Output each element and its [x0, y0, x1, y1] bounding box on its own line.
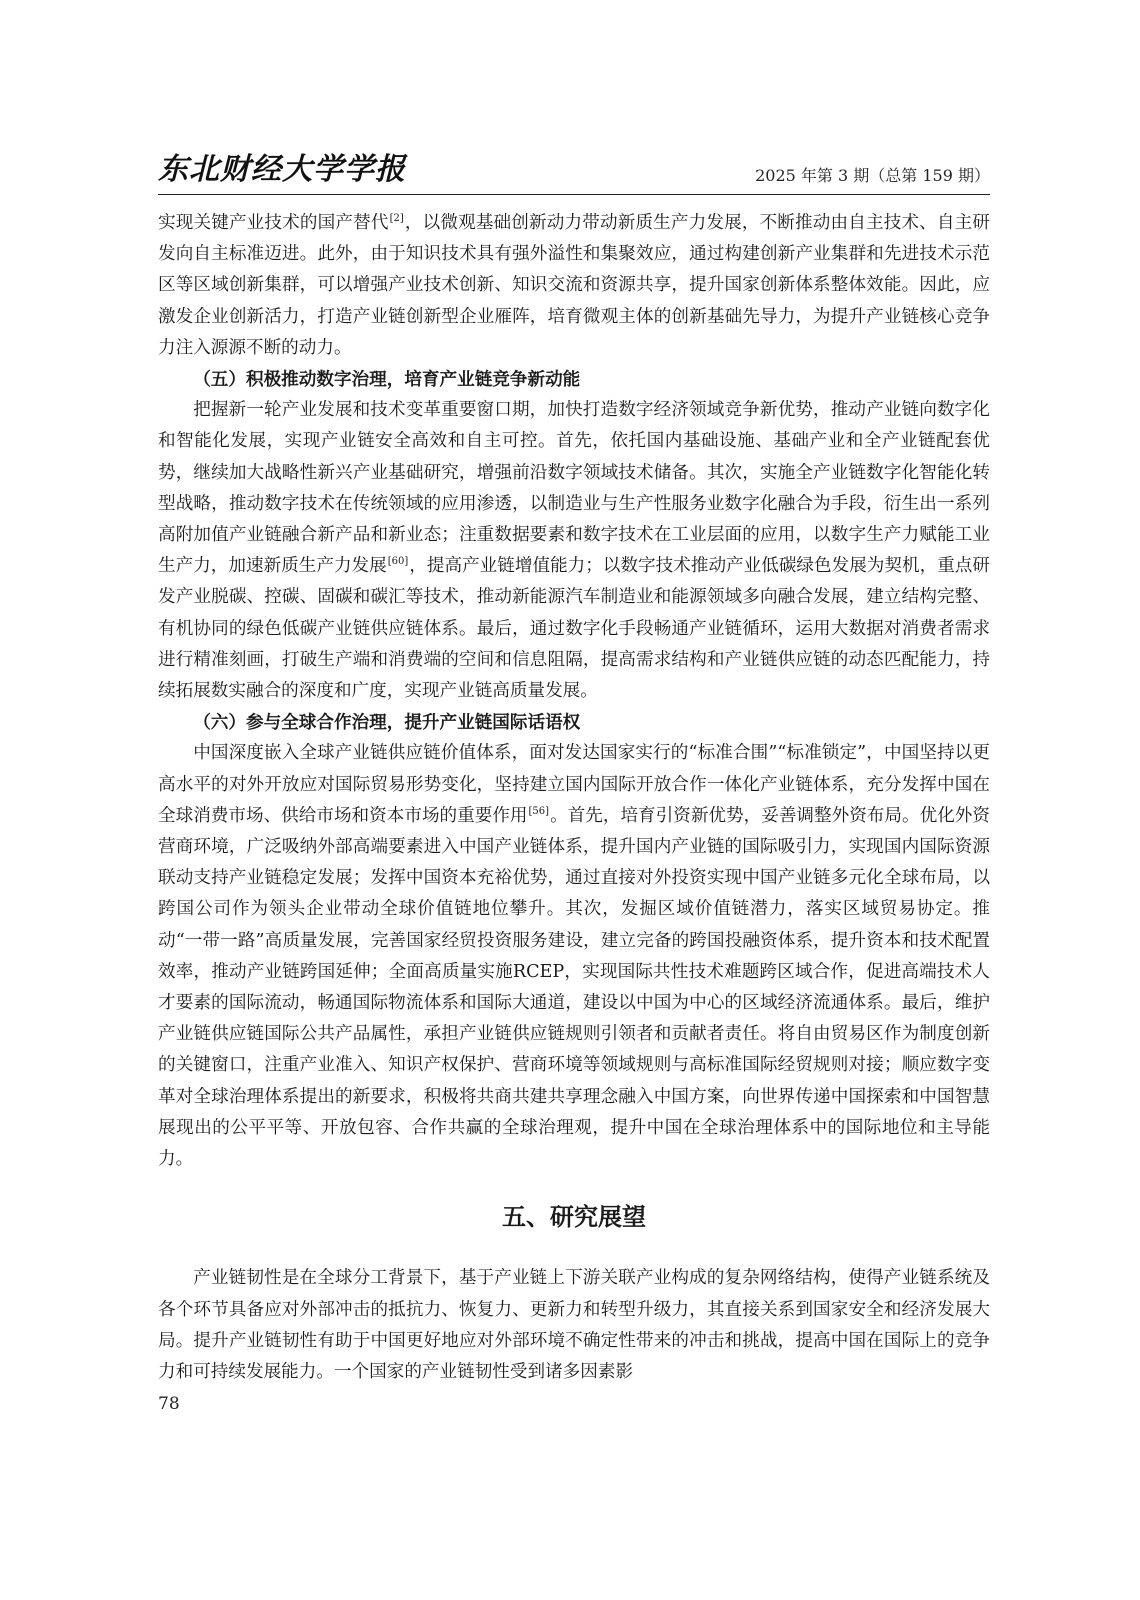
paragraph-text: ，以微观基础创新动力带动新质生产力发展，不断推动由自主技术、自主研发向自主标准迈进。此外，由于知识技术具有强外溢性和集聚效应，通过构建创新产业集群和先进技术示范区等区域创新集群，可以增强产业技术创新、知识交流和资源共享，提升国家创新体系整体效能。因此，应激发企业创新活力，打造产业链创新型企业雁阵，培育微观主体的创新基础先导力，为提升产业链核心竞争力注入源源不断的动力。	[158, 213, 990, 358]
paragraph-digital-governance	[158, 395, 990, 707]
journal-name: 东北财经大学学报	[158, 152, 406, 187]
section-title: 五、研究展望	[502, 1202, 646, 1232]
citation-ref: [60]	[387, 556, 409, 568]
citation-ref: [2]	[389, 213, 404, 225]
citation-ref: [56]	[528, 806, 550, 817]
paragraph-research-outlook: 产业链韧性是在全球分工背景下，基于产业链上下游关联产业构成的复杂网络结构，使得产业链系统及各个环节具备应对外部冲击的抵抗力、恢复力、更新力和转型升级力，其直接关系到国家安全和经济发展大局。提升产业链韧性有助于中国更好地应对外部环境不确定性带来的冲击和挑战，提高中国在国际上的竞争力和可持续发展能力。一个国家的产业链韧性受到诸多因素影	[158, 1268, 990, 1382]
subsection-heading-6: （六）参与全球合作治理，提升产业链国际话语权	[193, 712, 581, 734]
paragraph-global-governance	[158, 738, 990, 1175]
paragraph-text: 。首先，培育引资新优势，妥善调整外资布局。优化外资营商环境，广泛吸纳外部高端要素进入中国产业链体系，提升国内产业链的国际吸引力，实现国内国际资源联动支持产业链稳定发展；发挥中国资本充裕优势，通过直接对外投资实现中国产业链多元化全球布局，以跨国公司作为领头企业带动全球价值链地位攀升。其次，发掘区域价值链潜力，落实区域贸易协定。推动“一带一路”高质量发展，完善国家经贸投资服务建设，建立完备的跨国投融资体系，提升资本和技术配置效率，推动产业链跨国延伸；全面高质量实施RCEP，实现国际共性技术难题跨区域合作，促进高端技术人才要素的国际流动，畅通国际物流体系和国际大通道，建设以中国为中心的区域经济流通体系。最后，维护产业链供应链国际公共产品属性，承担产业链供应链规则引领者和贡献者责任。将自由贸易区作为制度创新的关键窗口，注重产业准入、知识产权保护、营商环境等领域规则与高标准国际经贸规则对接；顺应数字变革对全球治理体系提出的新要求，积极将共商共建共享理念融入中国方案，向世界传递中国探索和中国智慧展现出的公平平等、开放包容、合作共赢的全球治理观，提升中国在全球治理体系中的国际地位和主导能力。	[158, 805, 990, 1170]
paragraph-text: 中国深度嵌入全球产业链供应链价值体系，面对发达国家实行的“标准合围”“标准锁定”，中国坚持以更高水平的对外开放应对国际贸易形势变化，坚持建立国内国际开放合作一体化产业链体系，充分发挥中国在全球消费市场、供给市场和资本市场的重要作用	[158, 743, 990, 826]
paragraph-text: 实现关键产业技术的国产替代	[158, 213, 389, 233]
paragraph-text: ，提高产业链增值能力；以数字技术推动产业低碳绿色发展为契机，重点研发产业脱碳、控碳、固碳和碳汇等技术，推动新能源汽车制造业和能源领域多向融合发展，建立结构完整、有机协同的绿色低碳产业链供应链体系。最后，通过数字化手段畅通产业链循环，运用大数据对消费者需求进行精准刻画，打破生产端和消费端的空间和信息阻隔，提高需求结构和产业链供应链的动态匹配能力，持续拓展数实融合的深度和广度，实现产业链高质量发展。	[158, 556, 990, 702]
paragraph-continued	[158, 208, 990, 364]
subsection-heading-5: （五）积极推动数字治理，培育产业链竞争新动能	[193, 369, 581, 391]
paragraph-text: 把握新一轮产业发展和技术变革重要窗口期，加快打造数字经济领域竞争新优势，推动产业链向数字化和智能化发展，实现产业链安全高效和自主可控。首先，依托国内基础设施、基础产业和全产业链配套优势，继续加大战略性新兴产业基础研究，增强前沿数字领域技术储备。其次，实施全产业链数字化智能化转型战略，推动数字技术在传统领域的应用渗透，以制造业与生产性服务业数字化融合为手段，衍生出一系列高附加值产业链融合新产品和新业态；注重数据要素和数字技术在工业层面的应用，以数字生产力赋能工业生产力，加速新质生产力发展	[158, 400, 990, 577]
issue-info: 2025 年第 3 期（总第 159 期）	[755, 166, 990, 185]
article-body	[158, 208, 990, 1388]
running-header	[158, 150, 990, 195]
page-number: 78	[158, 1394, 180, 1414]
